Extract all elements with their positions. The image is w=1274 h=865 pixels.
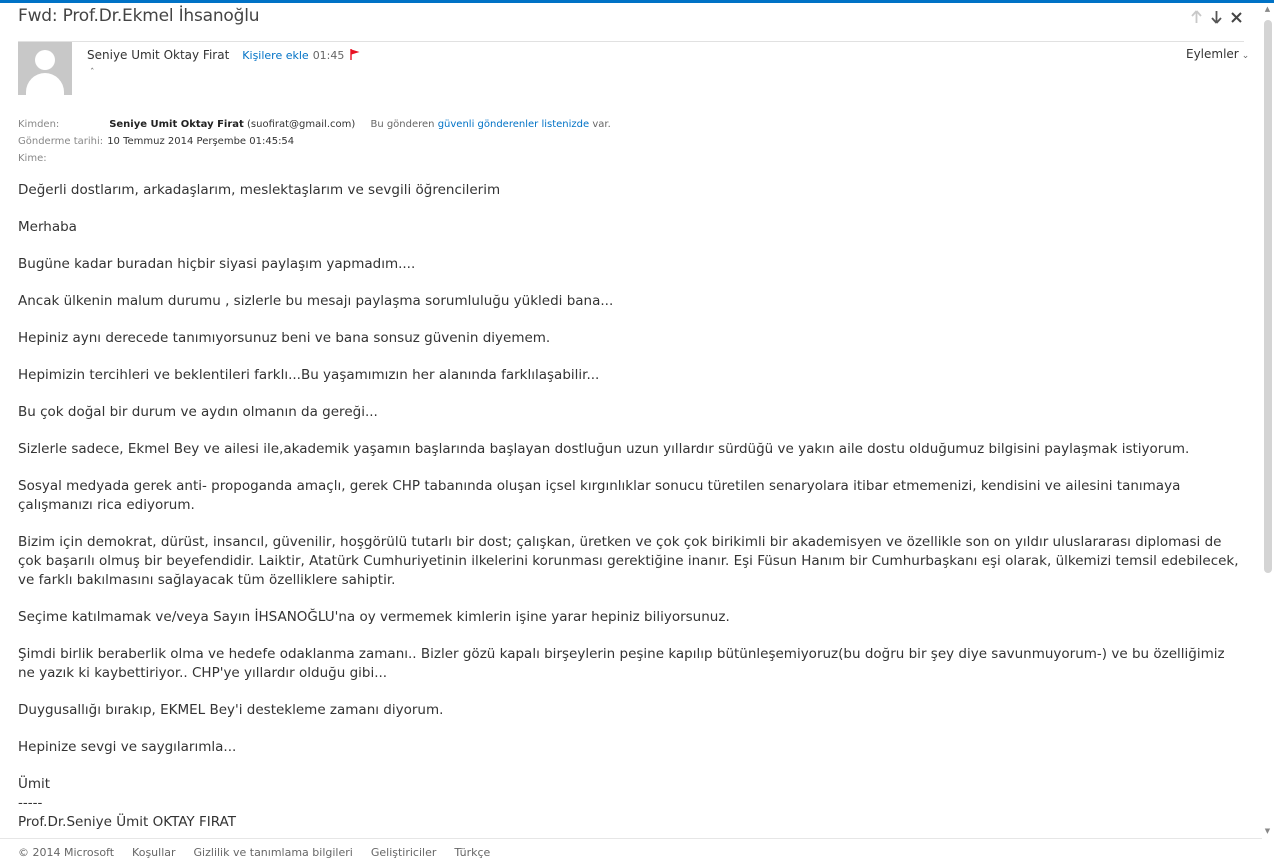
to-row xyxy=(18,153,47,164)
avatar-body-shape xyxy=(26,73,64,95)
expand-recipients-icon[interactable]: ˆ xyxy=(90,68,95,78)
sender-avatar xyxy=(18,42,72,95)
body-paragraph: Şimdi birlik beraberlik olma ve hedefe odaklanma zamanı.. Bizler gözü kapalı birşeylerin peşine kapılıp bütünleşemiyoruz(bu doğru bir şey diye savunmuyorum-) ve bu özelliğimiz ne yazık ki kaybettiriyor.. CHP'ye yıllardır olduğu gibi... xyxy=(18,646,1225,681)
footer-link-terms[interactable]: Koşullar xyxy=(132,846,176,859)
arrow-up-icon[interactable] xyxy=(1190,8,1202,26)
safe-senders-link[interactable]: güvenli gönderenler listenizde xyxy=(437,119,590,130)
to-label: Kime: xyxy=(18,153,47,164)
avatar-head-shape xyxy=(35,50,55,70)
footer-divider xyxy=(0,838,1262,839)
body-paragraph: Seçime katılmamak ve/veya Sayın İHSANOĞLU'na oy vermemek kimlerin işine yarar hepiniz biliyorsunuz. xyxy=(18,609,730,625)
copyright-text: © 2014 Microsoft xyxy=(18,846,115,859)
body-paragraph: Sosyal medyada gerek anti- propoganda amaçlı, gerek CHP tabanında oluşan içsel kırgınlıklar sonucu türetilen senaryolara itibar etmemenizi, kendisini ve ailesini tanımaya çalışmanızı rica ediyorum. xyxy=(18,478,1181,513)
sender-name[interactable]: Seniye Umit Oktay Firat xyxy=(87,48,230,62)
from-name[interactable]: Seniye Umit Oktay Firat xyxy=(109,119,244,130)
arrow-down-icon[interactable] xyxy=(1210,8,1222,26)
actions-menu[interactable] xyxy=(1186,47,1249,61)
body-paragraph: Duygusallığı bırakıp, EKMEL Bey'i destekleme zamanı diyorum. xyxy=(18,702,444,718)
body-paragraph: Bu çok doğal bir durum ve aydın olmanın da gereği... xyxy=(18,404,378,420)
signature-separator: ----- xyxy=(18,795,43,811)
from-row xyxy=(18,119,611,130)
safe-sender-note xyxy=(370,119,610,130)
body-paragraph: Hepimizin tercihleri ve beklentileri farklı...Bu yaşamımızın her alanında farklılaşabilir... xyxy=(18,367,600,383)
scrollbar-thumb[interactable] xyxy=(1264,20,1272,573)
footer xyxy=(18,846,508,859)
body-paragraph: Merhaba xyxy=(18,219,77,235)
message-body xyxy=(18,181,1240,832)
body-paragraph: Bugüne kadar buradan hiçbir siyasi paylaşım yapmadım.... xyxy=(18,256,416,272)
signature-name: Ümit xyxy=(18,776,51,792)
scroll-down-arrow-icon[interactable]: ▼ xyxy=(1264,827,1271,835)
email-subject: Fwd: Prof.Dr.Ekmel İhsanoğlu xyxy=(18,6,260,26)
date-value: 10 Temmuz 2014 Perşembe 01:45:54 xyxy=(107,136,295,147)
safe-sender-prefix: Bu gönderen xyxy=(370,119,435,130)
header-divider xyxy=(18,41,1244,42)
add-to-contacts-link[interactable]: Kişilere ekle xyxy=(242,48,309,62)
date-row xyxy=(18,136,294,147)
chevron-down-icon: ⌄ xyxy=(1241,50,1250,61)
date-label: Gönderme tarihi: xyxy=(18,136,104,147)
signature-title: Prof.Dr.Seniye Ümit OKTAY FIRAT xyxy=(18,814,236,830)
body-paragraph: Değerli dostlarım, arkadaşlarım, meslektaşlarım ve sevgili öğrencilerim xyxy=(18,182,501,198)
footer-link-developers[interactable]: Geliştiriciler xyxy=(370,846,437,859)
body-paragraph: Hepiniz aynı derecede tanımıyorsunuz beni ve bana sonsuz güvenin diyemem. xyxy=(18,330,551,346)
sent-time: 01:45 xyxy=(312,48,345,62)
scroll-up-arrow-icon[interactable]: ▲ xyxy=(1264,5,1271,13)
body-paragraph: Ancak ülkenin malum durumu , sizlerle bu mesajı paylaşma sorumluluğu yükledi bana... xyxy=(18,293,614,309)
body-paragraph: Hepinize sevgi ve saygılarımla... xyxy=(18,739,237,755)
body-paragraph: Sizlerle sadece, Ekmel Bey ve ailesi ile,akademik yaşamın başlarında başlayan dostluğun uzun yıllardır sürdüğü ve yakın aile dostu olduğumuz bilgisini paylaşmak istiyorum. xyxy=(18,441,1190,457)
actions-label: Eylemler xyxy=(1186,47,1239,61)
safe-sender-suffix: var. xyxy=(592,119,611,130)
top-accent-bar xyxy=(0,0,1274,3)
close-icon[interactable] xyxy=(1230,8,1242,26)
sender-line xyxy=(87,48,360,62)
message-navigation xyxy=(1190,8,1242,26)
from-label: Kimden: xyxy=(18,119,60,130)
footer-link-language[interactable]: Türkçe xyxy=(454,846,491,859)
footer-link-privacy[interactable]: Gizlilik ve tanımlama bilgileri xyxy=(193,846,353,859)
vertical-scrollbar[interactable] xyxy=(1261,6,1274,836)
from-email: (suofirat@gmail.com) xyxy=(247,119,356,130)
flag-icon[interactable] xyxy=(350,49,360,60)
body-paragraph: Bizim için demokrat, dürüst, insancıl, güvenilir, hoşgörülü tutarlı bir dost; çalışkan, üretken ve çok çok birikimli bir akademisyen ve özellikle son on yıldır uluslararası diplomasi de çok başarılı olmuş bir beyefendidir. Laiktir, Atatürk Cumhuriyetinin ilkelerini korunması gerektiğine inanır. Eşi Füsun Hanım bir Cumhurbaşkanı eşi olarak, ülkemizi temsil edebilecek, ve farklı bakılmasını sağlayacak tüm özelliklere sahiptir. xyxy=(18,534,1239,588)
